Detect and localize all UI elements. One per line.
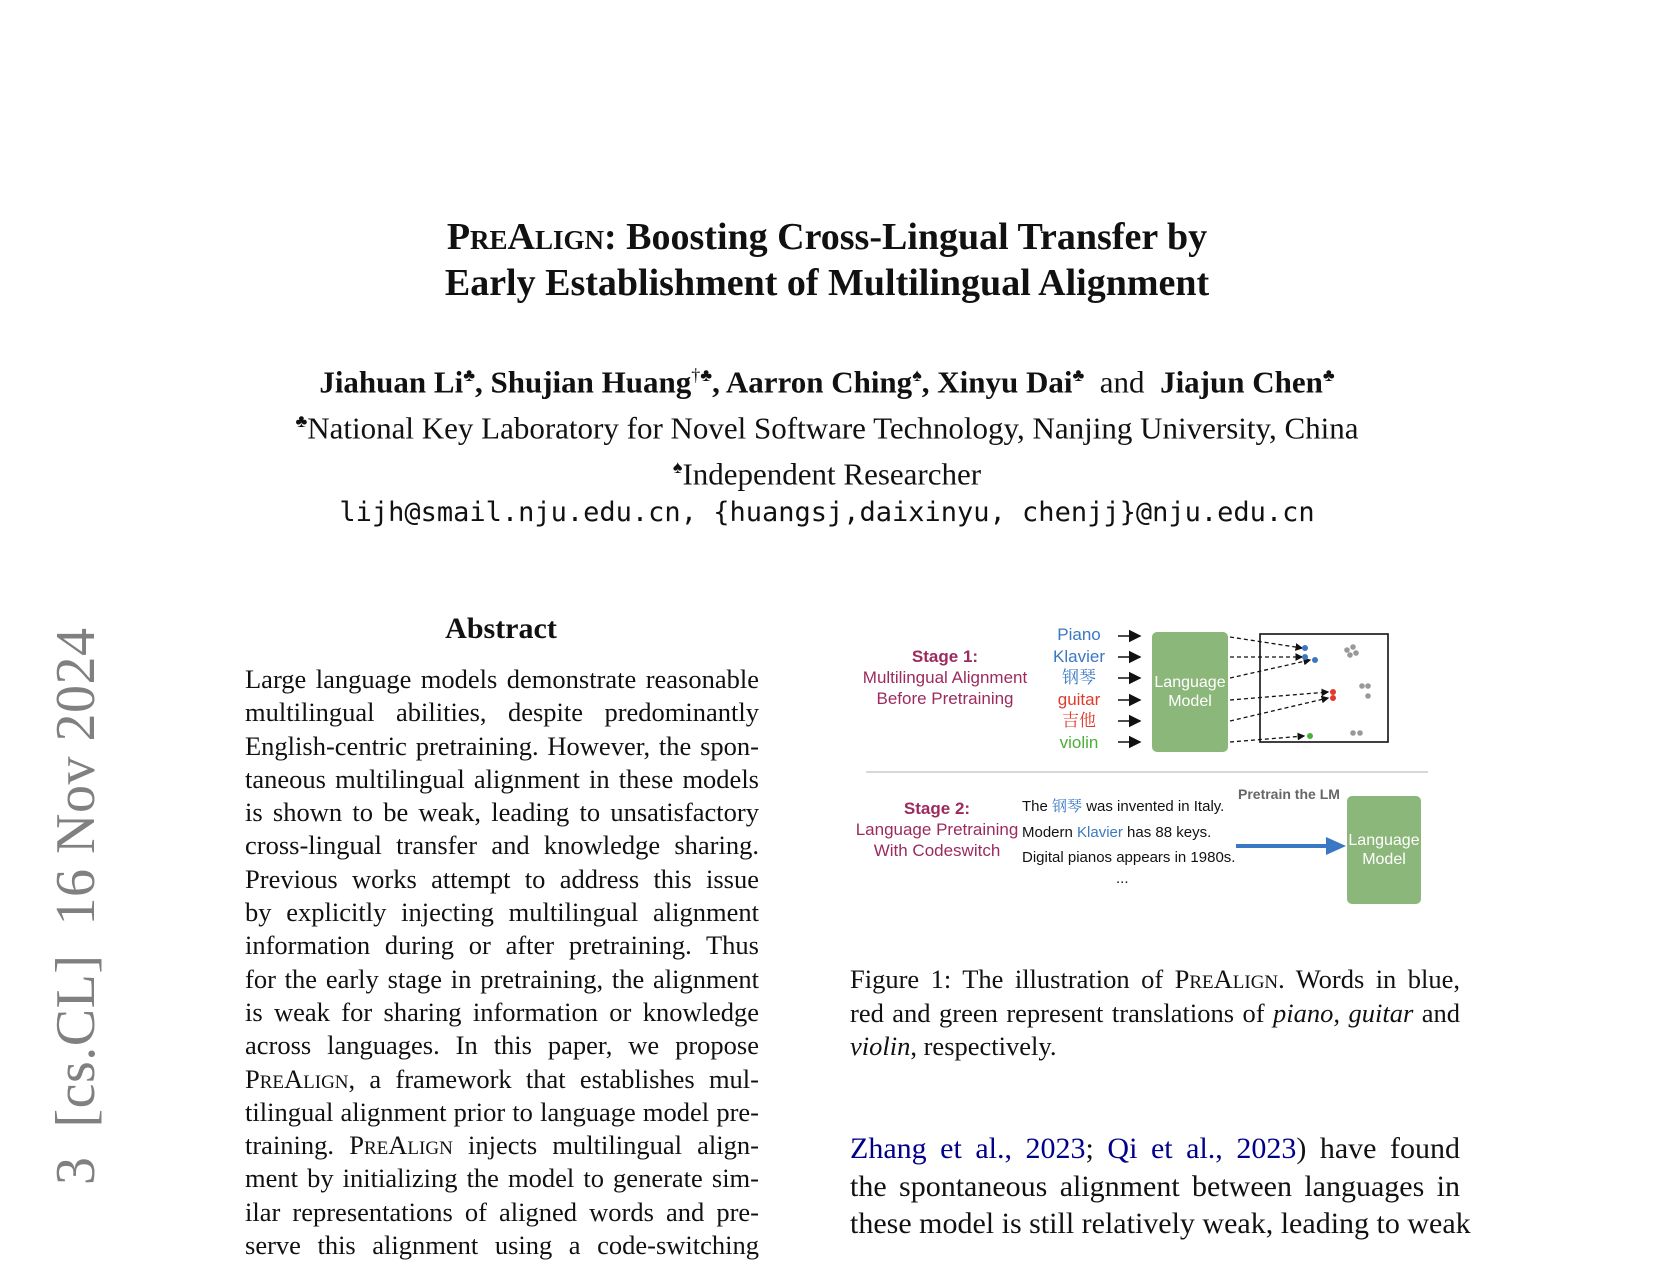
affiliation-text: Independent Researcher bbox=[682, 455, 982, 491]
lm-label: Model bbox=[1362, 851, 1406, 868]
title-line-1 bbox=[0, 214, 1654, 260]
abstract-line bbox=[245, 1129, 759, 1162]
word-jita: 吉他 bbox=[1062, 711, 1096, 730]
figure-caption bbox=[850, 963, 1460, 1064]
sentence: Digital pianos appears in 1980s. bbox=[1022, 849, 1236, 866]
method-name: PreAlign bbox=[245, 1063, 349, 1094]
abstract-text: injects multilingual align- bbox=[452, 1130, 759, 1161]
caption-line: red and green represent translations of piano, guitar and bbox=[850, 997, 1460, 1028]
method-name: PreAlign bbox=[446, 216, 604, 258]
affiliation-2 bbox=[0, 448, 1654, 493]
abstract-line: English-centric pretraining. However, the spon- bbox=[245, 730, 759, 761]
author-list: Jiahuan Li♣, Shujian Huang†♣, Aarron Ching♠, Xinyu Dai♣ and Jiajun Chen♣ bbox=[319, 364, 1335, 400]
abstract-line: for the early stage in pretraining, the alignment bbox=[245, 963, 759, 994]
abstract-body bbox=[245, 663, 759, 1262]
input-arrow-icons bbox=[1118, 636, 1140, 742]
body-line: these model is still relatively weak, leading to weak bbox=[850, 1207, 1471, 1240]
word-klavier: Klavier bbox=[1053, 646, 1105, 666]
abstract-line: is weak for sharing information or knowledge bbox=[245, 996, 759, 1027]
abstract-line: tilingual alignment prior to language model pre- bbox=[245, 1096, 759, 1127]
and-connector: and bbox=[1099, 364, 1145, 400]
codeswitched-word: Klavier bbox=[1077, 823, 1123, 841]
sentence: The 钢琴 was invented in Italy. bbox=[1022, 798, 1225, 815]
language-model-box bbox=[1152, 632, 1228, 752]
author-name: Aarron Ching bbox=[725, 364, 913, 400]
abstract-line: Large language models demonstrate reasonable bbox=[245, 664, 759, 694]
paper-title bbox=[0, 214, 1654, 306]
abstract-text: training. bbox=[245, 1130, 350, 1161]
citation-link[interactable]: Qi et al., 2023 bbox=[1107, 1132, 1297, 1165]
ellipsis: ... bbox=[1116, 869, 1129, 887]
abstract-line: by explicitly injecting multilingual alignment bbox=[245, 897, 759, 928]
word-guitar: guitar bbox=[1057, 689, 1101, 709]
caption-line: Figure 1: The illustration of PreAlign. Words in blue, bbox=[850, 964, 1460, 994]
abstract-line: ilar representations of aligned words and pre- bbox=[245, 1196, 759, 1227]
projection-arrow-icons bbox=[1230, 637, 1328, 742]
abstract-line: serve this alignment using a code-switching bbox=[245, 1230, 759, 1261]
abstract-heading: Abstract bbox=[445, 612, 557, 645]
language-model-box-stage-2 bbox=[1347, 796, 1421, 904]
arxiv-id-fragment: 3 bbox=[45, 1156, 107, 1185]
stage-2-line: With Codeswitch bbox=[873, 841, 1001, 860]
body-line: Zhang et al., 2023; Qi et al., 2023) have found bbox=[850, 1132, 1460, 1165]
abstract-line: is shown to be weak, leading to unsatisfactory bbox=[245, 797, 759, 828]
abstract-line bbox=[245, 1063, 759, 1096]
word-violin: violin bbox=[1059, 732, 1099, 752]
abstract-line: across languages. In this paper, we propose bbox=[245, 1030, 759, 1061]
arxiv-date: 16 Nov 2024 bbox=[45, 627, 107, 926]
affiliation-mark: †♣ bbox=[691, 365, 713, 385]
stage-1-title: Stage 1: bbox=[911, 647, 979, 666]
abstract-line: cross-lingual transfer and knowledge sharing. bbox=[245, 830, 759, 861]
lm-label: Language bbox=[1154, 674, 1226, 691]
affiliation-mark: ♣ bbox=[1322, 365, 1335, 385]
affiliation-text: National Key Laboratory for Novel Software Technology, Nanjing University, China bbox=[307, 410, 1359, 446]
word-gangqin: 钢琴 bbox=[1062, 668, 1096, 687]
abstract-line: Previous works attempt to address this issue bbox=[245, 863, 759, 894]
club-mark-icon: ♣ bbox=[295, 411, 308, 432]
body-line: the spontaneous alignment between languages in bbox=[850, 1169, 1460, 1203]
author-name: Shujian Huang bbox=[490, 364, 692, 400]
figure-1 bbox=[850, 620, 1450, 930]
spade-mark-icon: ♠ bbox=[672, 456, 683, 477]
stage-2-label bbox=[842, 798, 1032, 861]
abstract-line: information during or after pretraining. Thus bbox=[245, 930, 759, 961]
method-name: PreAlign bbox=[349, 1130, 453, 1161]
affiliation-1 bbox=[0, 402, 1654, 447]
affiliation-mark: ♣ bbox=[463, 365, 475, 385]
stage-2-line: Language Pretraining bbox=[855, 820, 1019, 839]
abstract-text: , a framework that establishes mul- bbox=[348, 1063, 759, 1094]
author-emails: lijh@smail.nju.edu.cn, {huangsj,daixinyu, chenjj}@nju.edu.cn bbox=[339, 496, 1315, 528]
stage-2-title: Stage 2: bbox=[903, 799, 971, 818]
author-block bbox=[0, 355, 1654, 533]
word-piano: Piano bbox=[1057, 625, 1101, 644]
affiliation-mark: ♣ bbox=[1072, 365, 1085, 385]
citation-link[interactable]: Zhang et al., 2023 bbox=[850, 1132, 1086, 1165]
title-line-1-rest: : Boosting Cross-Lingual Transfer by bbox=[604, 216, 1208, 258]
stage-1-line: Multilingual Alignment bbox=[862, 668, 1028, 687]
abstract-line: taneous multilingual alignment in these models bbox=[245, 763, 759, 794]
arxiv-stamp bbox=[44, 628, 108, 1185]
codeswitched-word: 钢琴 bbox=[1052, 798, 1083, 815]
affiliation-mark: ♠ bbox=[912, 365, 922, 385]
abstract-line: multilingual abilities, despite predominantly bbox=[245, 697, 759, 728]
pretrain-arrow-label: Pretrain the LM bbox=[1238, 786, 1340, 802]
method-name: PreAlign bbox=[1174, 964, 1279, 994]
arxiv-category: [cs.CL] bbox=[45, 954, 107, 1128]
title-line-2: Early Establishment of Multilingual Alignment bbox=[444, 262, 1210, 304]
codeswitch-sentences bbox=[1022, 794, 1235, 887]
sentence: Modern Klavier has 88 keys. bbox=[1022, 823, 1212, 841]
caption-line: violin, respectively. bbox=[850, 1031, 1057, 1061]
embedding-dots-icons bbox=[1302, 644, 1371, 739]
pretrain-arrow-icon bbox=[1236, 837, 1346, 855]
lm-label: Model bbox=[1168, 693, 1212, 710]
author-name: Jiajun Chen bbox=[1160, 364, 1323, 400]
author-name: Xinyu Dai bbox=[937, 364, 1073, 400]
body-text-right bbox=[850, 1130, 1471, 1243]
lm-label: Language bbox=[1348, 832, 1420, 849]
stage-1-line: Before Pretraining bbox=[876, 689, 1014, 708]
author-name: Jiahuan Li bbox=[319, 364, 464, 400]
abstract-line: ment by initializing the model to generate sim- bbox=[245, 1163, 759, 1194]
